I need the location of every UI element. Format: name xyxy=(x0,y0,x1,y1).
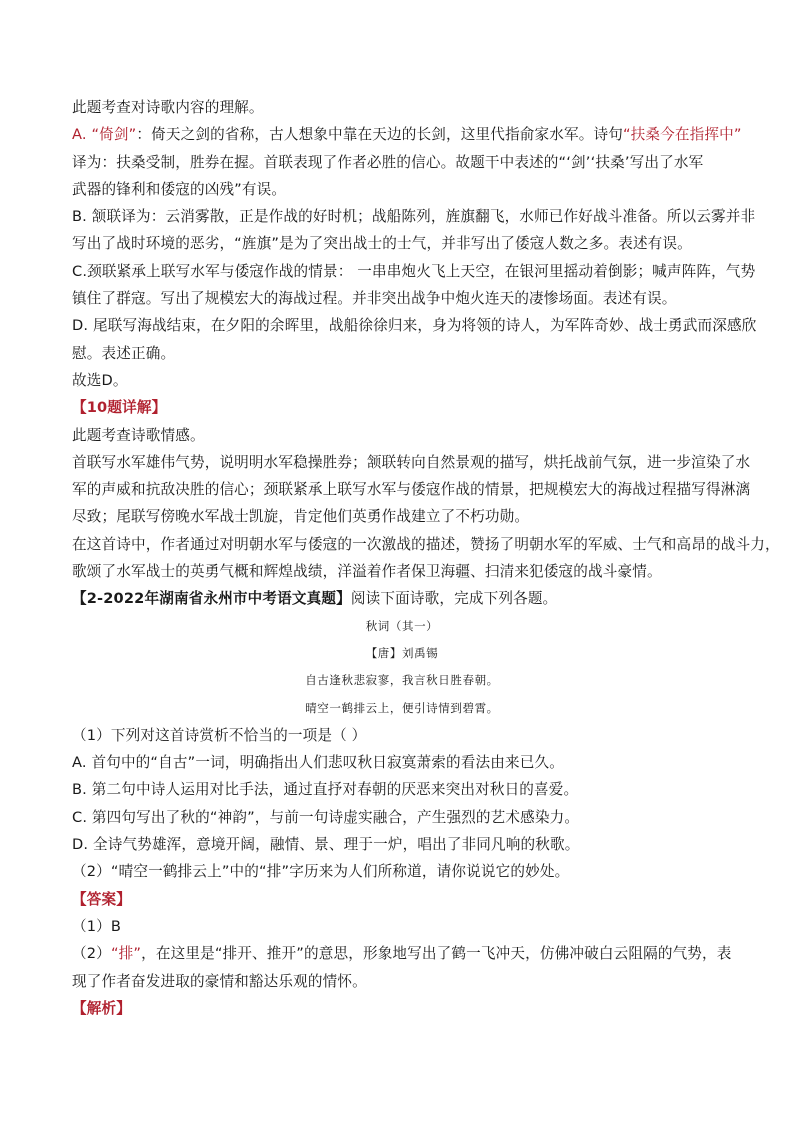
text-line xyxy=(72,340,732,367)
text-segment: “排” xyxy=(110,945,142,963)
text-segment: “扶桑今在指挥中” xyxy=(622,126,742,144)
text-segment: 故选D。 xyxy=(72,371,128,389)
text-segment: 现了作者奋发进取的豪情和豁达乐观的情怀。 xyxy=(72,972,367,990)
poem-line xyxy=(72,695,732,722)
text-segment: 此题考查诗歌情感。 xyxy=(72,426,205,444)
text-segment: 阅读下面诗歌，完成下列各题。 xyxy=(350,590,558,608)
text-segment: ：倚天之剑的省称，古人想象中靠在天边的长剑，这里代指俞家水军。诗句 xyxy=(136,126,623,144)
text-segment: 歌颂了水军战士的英勇气概和辉煌战绩，洋溢着作者保卫海疆、扫清来犯倭寇的战斗豪情。 xyxy=(72,563,662,581)
text-line xyxy=(72,258,756,285)
text-segment: 【2-2022年湖南省永州市中考语文真题】 xyxy=(72,590,351,608)
text-line xyxy=(72,776,732,803)
text-segment: B. 第二句中诗人运用对比手法，通过直抒对春朝的厌恶来突出对秋日的喜爱。 xyxy=(72,781,579,799)
text-line xyxy=(72,749,732,776)
text-segment: 自古逢秋悲寂寥，我言秋日胜春朝。 xyxy=(305,673,499,688)
text-segment: C.颈联紧承上联写水军与倭寇作战的情景： 一串串炮火飞上天空，在银河里摇动着倒影；喊声阵阵，气势 xyxy=(72,262,756,280)
text-segment: 【解析】 xyxy=(72,999,131,1017)
text-line xyxy=(72,940,732,967)
text-line xyxy=(72,585,732,612)
text-segment: D. 尾联写海战结束，在夕阳的余晖里，战船徐徐归来，身为将领的诗人，为军阵奇妙、战士勇武而深感欣 xyxy=(72,317,757,335)
text-segment: 镇住了群寇。写出了规模宏大的海战过程。并非突出战争中炮火连天的凄惨场面。表述有误。 xyxy=(72,290,677,308)
text-segment: 【10题详解】 xyxy=(72,399,167,417)
text-line xyxy=(72,531,780,558)
text-line xyxy=(72,476,751,503)
text-segment: 【答案】 xyxy=(72,890,131,908)
text-line xyxy=(72,913,732,940)
text-line xyxy=(72,886,732,913)
text-line xyxy=(72,831,732,858)
text-segment: 首联写水军雄伟气势，说明明水军稳操胜券；颔联转向自然景观的描写，烘托战前气氛，进一步渲染了水 xyxy=(72,453,751,471)
text-line xyxy=(72,995,732,1022)
text-segment: ，在这里是“排开、推开”的意思，形象地写出了鹤一飞冲天，仿佛冲破白云阻隔的气势，表 xyxy=(141,945,732,963)
text-segment: （1）B xyxy=(72,917,122,935)
text-segment: “倚剑” xyxy=(91,126,137,144)
text-line xyxy=(72,858,732,885)
text-segment: （1）下列对这首诗赏析不恰当的一项是（ ） xyxy=(72,726,367,744)
text-line xyxy=(72,422,732,449)
text-segment: 写出了战时环境的恶劣，“旌旗”是为了突出战士的士气，并非写出了倭寇人数之多。表述有误。 xyxy=(72,235,692,253)
text-segment: （2） xyxy=(72,945,111,963)
text-line xyxy=(72,94,732,121)
document-body xyxy=(72,94,780,1022)
text-segment: 秋词（其一） xyxy=(365,618,439,633)
poem-line xyxy=(72,613,732,640)
text-segment: B. 颔联译为：云消雾散，正是作战的好时机；战船陈列，旌旗翻飞，水师已作好战斗准备。所以云雾并非 xyxy=(72,208,756,226)
text-line xyxy=(72,558,732,585)
text-line xyxy=(72,503,732,530)
text-line xyxy=(72,285,732,312)
text-line xyxy=(72,149,732,176)
text-line xyxy=(72,449,751,476)
text-line xyxy=(72,804,732,831)
text-segment: 晴空一鹤排云上，便引诗情到碧霄。 xyxy=(305,700,499,715)
text-segment: C. 第四句写出了秋的“神韵”，与前一句诗虚实融合，产生强烈的艺术感染力。 xyxy=(72,808,580,826)
text-segment: 慰。表述正确。 xyxy=(72,344,176,362)
text-line xyxy=(72,203,756,230)
text-segment: D. 全诗气势雄浑，意境开阔，融情、景、理于一炉，唱出了非同凡响的秋歌。 xyxy=(72,836,580,854)
text-segment: 【唐】刘禹锡 xyxy=(365,645,439,660)
text-line xyxy=(72,968,732,995)
text-line xyxy=(72,121,742,148)
text-segment: A. 首句中的“自古”一词，明确指出人们悲叹秋日寂寞萧索的看法由来已久。 xyxy=(72,754,564,772)
text-segment: 此题考查对诗歌内容的理解。 xyxy=(72,99,264,116)
text-line xyxy=(72,722,732,749)
text-segment: 在这首诗中，作者通过对明朝水军与倭寇的一次激战的描述，赞扬了明朝水军的军威、士气和高昂的战斗力， xyxy=(72,535,780,553)
text-segment: 武器的锋利和倭寇的凶残”有误。 xyxy=(72,180,287,198)
poem-line xyxy=(72,640,732,667)
text-line xyxy=(72,176,732,203)
text-segment: 译为：扶桑受制，胜券在握。首联表现了作者必胜的信心。故题干中表述的“‘剑’‘扶桑’写出了水军 xyxy=(72,153,704,171)
text-line xyxy=(72,367,732,394)
text-line xyxy=(72,312,757,339)
text-segment: A. xyxy=(72,126,92,144)
text-segment: 军的声威和抗敌决胜的信心；颈联紧承上联写水军与倭寇作战的情景，把规模宏大的海战过程描写得淋漓 xyxy=(72,481,751,499)
text-segment: 尽致；尾联写傍晚水军战士凯旋，肯定他们英勇作战建立了不朽功勋。 xyxy=(72,508,530,526)
text-line xyxy=(72,230,732,257)
text-segment: （2）“晴空一鹤排云上”中的“排”字历来为人们所称道，请你说说它的妙处。 xyxy=(72,863,570,881)
poem-line xyxy=(72,667,732,694)
text-line xyxy=(72,394,732,421)
